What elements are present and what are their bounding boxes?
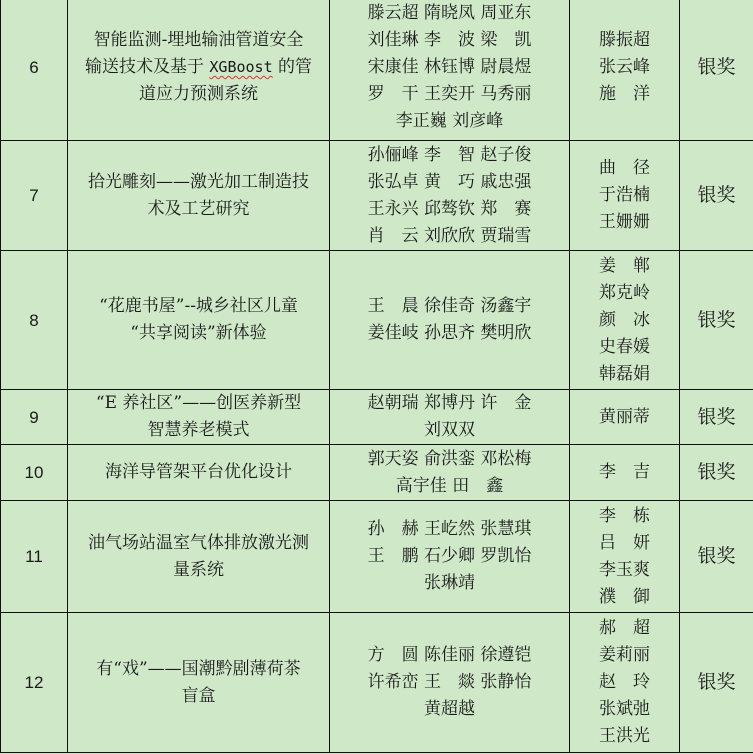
- advisors: [570, 501, 680, 613]
- project-title: [68, 251, 330, 390]
- advisor-name: 李 吉: [599, 462, 650, 482]
- advisor-name: 颜 冰: [599, 309, 650, 330]
- member-line: 刘双双: [424, 420, 475, 440]
- advisor-name: 李玉爽: [599, 559, 650, 580]
- project-title: [68, 141, 330, 251]
- award-level: 银奖: [680, 0, 753, 141]
- project-title: [68, 445, 330, 501]
- project-title-line: 智能监测-埋地输油管道安全: [93, 30, 304, 50]
- member-line: 李正巍 刘彦峰: [395, 111, 504, 131]
- project-title-text: 的管: [278, 57, 313, 77]
- award-table-body: [1, 0, 753, 753]
- project-title-line: 盲盒: [181, 685, 216, 706]
- advisor-name: 王姗姗: [599, 212, 650, 232]
- member-line: 方 圆 陈佳丽 徐遵铠: [367, 645, 532, 665]
- table-row: [1, 251, 753, 390]
- member-line: 王永兴 邱骜钦 郑 赛: [367, 198, 532, 219]
- project-title: [68, 613, 330, 753]
- project-title: [68, 501, 330, 613]
- advisors: [570, 141, 680, 251]
- team-members: [330, 613, 570, 753]
- advisor-name: 滕振超: [599, 30, 650, 50]
- team-members: [330, 445, 570, 501]
- award-level: 银奖: [680, 251, 753, 390]
- member-line: 宋康佳 林钰博 尉晨煜: [367, 57, 532, 77]
- member-line: 张弘卓 黄 巧 戚忠强: [367, 171, 532, 192]
- member-line: 郭天姿 俞洪銮 邓松梅: [367, 448, 532, 469]
- project-title-line: “花鹿书屋”--城乡社区儿童: [99, 296, 298, 316]
- table-row: [1, 141, 753, 251]
- member-line: 滕云超 隋晓凤 周亚东: [367, 3, 532, 23]
- advisor-name: 黄丽蒂: [599, 406, 650, 427]
- row-number: 8: [1, 251, 68, 390]
- project-title-line: “共享阅读”新体验: [130, 323, 267, 343]
- table-row: [1, 501, 753, 613]
- award-level: 银奖: [680, 613, 753, 753]
- advisor-name: 施 洋: [599, 84, 650, 104]
- advisor-name: 赵 玲: [599, 672, 650, 692]
- advisors: [570, 613, 680, 753]
- table-row: [1, 390, 753, 445]
- table-row: [1, 613, 753, 753]
- award-level: 银奖: [680, 390, 753, 445]
- advisor-name: 于浩楠: [599, 185, 650, 205]
- project-title: [68, 0, 330, 141]
- project-title-line: 道应力预测系统: [139, 84, 258, 104]
- member-line: 刘佳琳 李 波 梁 凯: [367, 30, 532, 50]
- team-members: [330, 141, 570, 251]
- project-title-line: 油气场站温室气体排放激光测: [88, 532, 309, 553]
- member-line: 黄超越: [424, 699, 475, 719]
- advisor-name: 姜莉丽: [599, 645, 650, 665]
- advisor-name: 张云峰: [599, 57, 650, 77]
- member-line: 王 鹏 石少卿 罗凯怡: [367, 546, 532, 566]
- member-line: 肖 云 刘欣欣 贾瑞雪: [367, 225, 532, 246]
- project-title-line: 输送技术及基于 XGBoost 的管: [84, 57, 313, 77]
- award-level: 银奖: [680, 501, 753, 613]
- member-line: 赵朝瑞 郑博丹 许 金: [367, 393, 532, 413]
- advisor-name: 郝 超: [599, 618, 650, 638]
- team-members: [330, 0, 570, 141]
- project-title-line: “E 养社区”——创医养新型: [95, 393, 302, 413]
- member-line: 孙 赫 王屹然 张慧琪: [367, 519, 532, 539]
- advisor-name: 李 栋: [599, 505, 650, 526]
- advisor-name: 张斌弛: [599, 699, 650, 719]
- row-number: 6: [1, 0, 68, 141]
- advisor-name: 韩磊娟: [599, 363, 650, 384]
- award-level: 银奖: [680, 141, 753, 251]
- advisor-name: 王洪光: [599, 726, 650, 746]
- table-row: [1, 0, 753, 141]
- advisor-name: 曲 径: [599, 158, 650, 178]
- award-level: 银奖: [680, 445, 753, 501]
- member-line: 张琳靖: [424, 573, 475, 593]
- advisors: [570, 390, 680, 445]
- member-line: 许希峦 王 燚 张静怡: [367, 672, 532, 692]
- advisor-name: 吕 妍: [599, 532, 650, 553]
- team-members: [330, 390, 570, 445]
- member-line: 孙俪峰 李 智 赵子俊: [367, 144, 532, 165]
- advisors: [570, 0, 680, 141]
- member-line: 高宇佳 田 鑫: [395, 475, 504, 496]
- row-number: 7: [1, 141, 68, 251]
- project-title-line: 量系统: [173, 559, 224, 580]
- team-members: [330, 501, 570, 613]
- advisors: [570, 445, 680, 501]
- row-number: 11: [1, 501, 68, 613]
- member-line: 姜佳岐 孙思齐 樊明欣: [367, 323, 532, 343]
- project-title-line: 海洋导管架平台优化设计: [105, 462, 292, 482]
- team-members: [330, 251, 570, 390]
- project-title-line: 智慧养老模式: [147, 420, 250, 440]
- table-row: [1, 445, 753, 501]
- row-number: 10: [1, 445, 68, 501]
- advisor-name: 郑克岭: [599, 282, 650, 303]
- project-title: [68, 390, 330, 445]
- member-line: 王 晨 徐佳奇 汤鑫宇: [367, 296, 532, 316]
- advisor-name: 姜 郸: [599, 255, 650, 276]
- advisors: [570, 251, 680, 390]
- advisor-name: 濮 御: [599, 586, 650, 607]
- project-title-line: 拾光雕刻——激光加工制造技: [88, 171, 309, 192]
- row-number: 9: [1, 390, 68, 445]
- member-line: 罗 干 王奕开 马秀丽: [367, 84, 532, 104]
- row-number: 12: [1, 613, 68, 753]
- spellcheck-underlined-word: XGBoost: [209, 58, 273, 76]
- advisor-name: 史春媛: [599, 336, 650, 357]
- project-title-line: 有“戏”——国潮黔剧薄荷茶: [96, 658, 301, 679]
- project-title-line: 术及工艺研究: [147, 198, 250, 219]
